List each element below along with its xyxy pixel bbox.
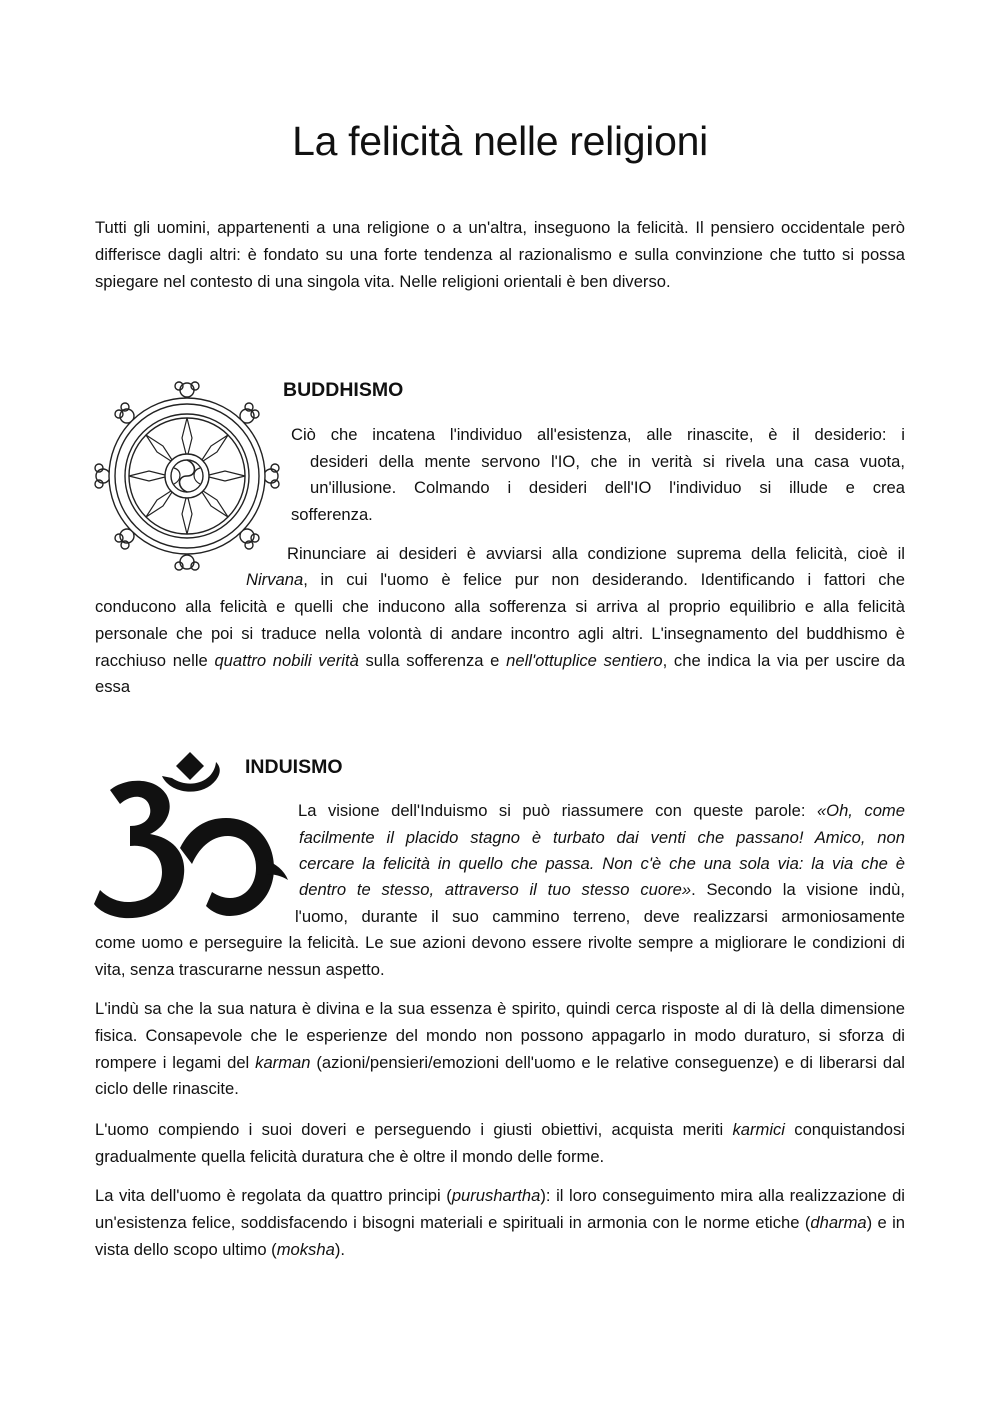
buddhism-p2-text-a: conducono alla felicità e quelli che inducono alla sofferenza si arriva al proprio equilibrio e alla felicità personale che poi si traduce nella volontà di andare incontro agli altri. L'insegnamento del buddhismo è racchiuso nelle <box>95 597 905 670</box>
buddhism-p2-text-b: sulla sofferenza e <box>358 650 507 670</box>
hinduism-p2-text-b: (azioni/pensieri/emozioni dell'uomo e le relative conseguenze) e di liberarsi dal ciclo delle rinascite. <box>95 1052 905 1099</box>
hinduism-quote-intro: La visione dell'Induismo si può riassumere con queste parole: <box>298 801 817 820</box>
hinduism-heading: INDUISMO <box>245 756 343 778</box>
hinduism-p3 <box>95 1117 905 1171</box>
hinduism-quote-line1 <box>298 798 905 825</box>
hinduism-p2 <box>95 996 905 1103</box>
quote-fragment-3: cercare la felicità in quello che passa. Non c'è che una sola via: la via che è <box>299 854 905 873</box>
buddhism-p2-line2-text: , in cui l'uomo è felice pur non desiderando. Identificando i fattori che <box>303 570 905 589</box>
karman-term: karman <box>255 1052 311 1072</box>
hinduism-p3-text-a: L'uomo compiendo i suoi doveri e perseguendo i giusti obiettivi, acquista meriti <box>95 1120 733 1139</box>
hinduism-p4-text-b: ): il loro conseguimento mira alla realizzazione di un'esistenza felice, soddisfacendo i bisogni materiali e spirituali in armonia con le norme etiche ( <box>95 1186 905 1232</box>
hinduism-p4-text-c: ) e in vista dello scopo ultimo ( <box>95 1212 905 1259</box>
buddhism-p2-line1: Rinunciare ai desideri è avviarsi alla condizione suprema della felicità, cioè il <box>287 544 905 563</box>
buddhism-p1-line4: sofferenza. <box>291 505 373 524</box>
nirvana-term: Nirvana <box>246 570 304 589</box>
quote-fragment-2: facilmente il placido stagno è turbato dai venti che passano! Amico, non <box>299 828 905 847</box>
buddhism-p1-line2: desideri della mente servono l'IO, che in verità si rivela una casa vuota, <box>310 452 905 471</box>
hinduism-quote-line3 <box>299 851 905 878</box>
hinduism-quote-line2 <box>299 825 905 852</box>
hinduism-p4-text-d: ). <box>334 1239 345 1259</box>
dharma-term: dharma <box>810 1212 867 1232</box>
dharma-wheel-icon <box>94 376 280 576</box>
hinduism-quote-line5: l'uomo, durante il suo cammino terreno, deve realizzarsi armoniosamente <box>295 907 905 926</box>
buddhism-p2-rest <box>95 594 905 701</box>
buddhism-p2-line2 <box>246 567 905 594</box>
hinduism-p2-text-a: L'indù sa che la sua natura è divina e la sua essenza è spirito, quindi cerca risposte al di là della dimensione fisica. Consapevole che le esperienze del mondo non possono appagarlo in modo duraturo, si sforza di rompere i legami del <box>95 999 905 1072</box>
hinduism-p1-rest: come uomo e perseguire la felicità. Le sue azioni devono essere rivolte sempre a migliorare le condizioni di vita, senza trascurarne nessun aspetto. <box>95 933 905 979</box>
karmici-term: karmici <box>732 1120 785 1139</box>
moksha-term: moksha <box>276 1239 335 1259</box>
hinduism-quote-line4-text: . Secondo la visione indù, <box>691 880 905 899</box>
eightfold-path-term: nell'ottuplice sentiero <box>506 650 663 670</box>
buddhism-p1-line3: un'illusione. Colmando i desideri dell'IO l'individuo si illude e crea <box>310 478 905 497</box>
quote-fragment-1: «Oh, come <box>816 801 905 820</box>
hinduism-quote-line4 <box>299 877 905 904</box>
purushartha-term: purushartha <box>451 1186 541 1205</box>
intro-paragraph: Tutti gli uomini, appartenenti a una religione o a un'altra, inseguono la felicità. Il pensiero occidentale però differisce dagli altri: è fondato su una forte tendenza al razionalismo e sulla convinzione che tutto si possa spiegare nel contesto di una singola vita. Nelle religioni orientali è ben diverso. <box>95 218 905 291</box>
four-truths-term: quattro nobili verità <box>214 650 359 670</box>
page-title: La felicità nelle religioni <box>292 118 708 164</box>
buddhism-heading: BUDDHISMO <box>283 379 404 401</box>
buddhism-p1-line1: Ciò che incatena l'individuo all'esistenza, alle rinascite, è il desiderio: i <box>291 425 905 444</box>
buddhism-p2-text-c: , che indica la via per uscire da essa <box>95 650 905 697</box>
hinduism-p4-text-a: La vita dell'uomo è regolata da quattro principi ( <box>95 1186 452 1205</box>
hinduism-p3-text-b: conquistandosi gradualmente quella felicità duratura che è oltre il mondo delle forme. <box>95 1120 905 1166</box>
quote-fragment-4: dentro te stesso, attraverso il tuo stesso cuore» <box>299 880 692 899</box>
hinduism-p4 <box>95 1183 905 1263</box>
